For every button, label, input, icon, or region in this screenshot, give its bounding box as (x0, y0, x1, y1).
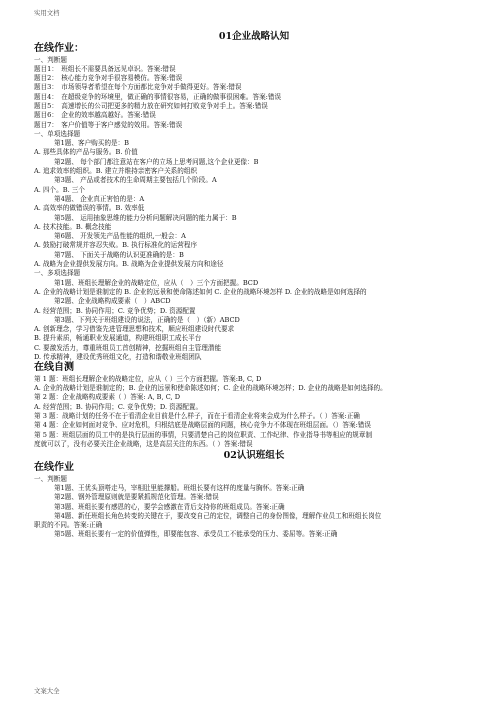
question-line: 第7题、 下面关于战略的认识更准确的是：B (54, 250, 184, 259)
question-line: 第6题、 开发领先产品性能的组织,一般会：A (54, 232, 186, 241)
text-line: 第 2 题：企业战略构成要素（ ）答案: A, B, C, D (34, 393, 180, 402)
text-line: A. 企业的战略计划是谁制定的；B. 企业的远景和使命陈述如何；C. 企业的战略环境怎样；D. 企业的战略是如何选择的。 (34, 384, 387, 393)
question-line: 第2题、钢外管理原则就是要紧抓规范化管理。答案:错误 (54, 493, 219, 502)
question-line: 第1题、客户购买的是：B (54, 139, 129, 148)
question-line: 第3题、班组长要有感恩的心，要学会感激在背后支持你的班组成员。答案:正确 (54, 502, 285, 511)
chapter-title: 02认识班组长 (223, 450, 285, 462)
text-line: A. 经营范围；B. 协同作用；C. 竞争优势；D. 资源配置 (34, 306, 196, 315)
text-line: 一、判断题 (34, 474, 67, 483)
text-line: 题目2： 核心能力竞争对手很容易模仿。答案:错误 (34, 74, 183, 83)
text-line: A. 经营范围；B. 协同作用；C. 竞争优势；D. 资源配置。 (34, 402, 203, 411)
text-line: 题目5： 高速增长的公司把更多的精力放在研究如何打败竞争对手上。答案:错误 (34, 101, 268, 110)
question-line: 第1题、班组长理解企业的战略定位，应从（ ）三个方面把握。BCD (54, 278, 259, 287)
text-line: 一、单项选择题 (34, 129, 81, 138)
text-line: 题目7： 客户价值等于客户感觉的效用。答案:错误 (34, 120, 183, 129)
document-body (34, 30, 474, 540)
text-line: B. 提升素质，畅通职业发展通道，构建班组职工成长平台 (34, 334, 202, 343)
question-line: 第4题、新任班组长角色转变的关键在于，要改变自己的定位，调整自己的身份图像，理解作业员工和班组长岗位 (54, 511, 382, 520)
text-line: 第 5 题：班组层面的员工中的是执行层面的事情，只要清楚自己的岗位职责、工作纪律、作业指导书等相应的规章制 (34, 430, 373, 439)
question-line: 第2题、 每个部门都注意站在客户的立场上思考问题,这个企业更像：B (54, 157, 259, 166)
text-line: 一、多项选择题 (34, 269, 81, 278)
text-line: 第 1 题：班组长理解企业的战略定位，应从（ ）三个方面把握。答案:B, C, D (34, 374, 262, 383)
question-line: 第4题、 企业真正害怕的是：A (54, 194, 145, 203)
text-line: 第 4 题：企业如何面对竞争、应对危机，归根结底是战略层面的问题，核心竞争力不体现在班组层面。（）答案:错误 (34, 421, 371, 430)
text-line: 题目3： 市场领导者希望在每个方面都比竞争对手做得更好。答案:错误 (34, 83, 242, 92)
text-line: A. 四个。B. 三个 (34, 185, 85, 194)
text-line: C. 要激发活力，尊重班组员工首创精神，挖掘班组自主管理潜能 (34, 343, 222, 352)
text-line: A. 高效率的做错误的事情。B. 效率低 (34, 204, 145, 213)
question-line: 第1题、王优头顶嗒走马，宰相肚里能撑船。班组长要有这样的度量与胸怀。答案:正确 (54, 483, 305, 492)
text-line: 题目6： 企业的效率越高越好。答案:错误 (34, 111, 156, 120)
question-line: 第5题、班组长要有一定的价值弹性，即要能包容、承受员工不能承受的压力、委屈等。答案:正确 (54, 530, 338, 539)
question-line: 第3题、 产品或者技术的生命周期主要包括几个阶段。A (54, 176, 217, 185)
question-line: 第2题、企业战略构成要素（ ）ABCD (54, 297, 171, 306)
page-header: 实用文档 (34, 9, 60, 17)
text-line: A. 创新理念，学习借鉴先进管理思想和技术，顺应班组建设时代要求 (34, 325, 235, 334)
text-line: A. 战略为企业提供发展方向。B. 战略为企业提供发展方向和途径 (34, 260, 224, 269)
text-line: A. 鼓励打破常规并容忍失败。B. 执行标准化的运营程序 (34, 241, 198, 250)
question-line: 第5题、 运用抽象思维的能力分析问题解决问题的能力属于：B (54, 213, 237, 222)
text-line: 一、判断题 (34, 55, 67, 64)
text-line: 题目1： 班组长不需要具备远见卓识。答案:错误 (34, 64, 176, 73)
text-line: 题目4： 在超级竞争的环境里，做正确的事情很容易，正确的做事很困难。答案:错误 (34, 92, 282, 101)
text-line: 度就可以了，没有必要关注企业战略，这是高层关注的东西。（ ）答案:错误 (34, 439, 253, 448)
text-line: D. 传承精神，建设优秀班组文化，打造和谐敬业班组团队 (34, 353, 202, 361)
question-line: 第3题、下列关于班组建设的说法，正确的是（ ）（新）ABCD (54, 315, 240, 324)
text-line: A. 那些具体的产品与服务。B. 价值 (34, 148, 138, 157)
section-heading: 在线作业 (34, 462, 74, 474)
chapter-title: 01企业战略认知 (218, 31, 290, 42)
section-heading: 在线作业： (34, 43, 84, 54)
section-heading: 在线自测 (34, 362, 74, 374)
text-line: 第 3 题：战略计划的任务不在于看清企业目前是什么样子，而在于看清企业将来会成为什么样子。（ ）答案:正确 (34, 411, 360, 420)
page-footer: 文案大全 (34, 687, 60, 695)
text-line: A. 技术技能。B. 概念技能 (34, 222, 112, 231)
text-line: A. 企业的战略计划是谁制定的 B. 企业的远景和使命陈述如何 C. 企业的战略环境怎样 D. 企业的战略是如何选择的 (34, 287, 367, 296)
text-line: 职责的不同。答案:正确 (34, 521, 103, 530)
text-line: A. 追求效率的组织。B. 建立并维持亲密客户关系的组织 (34, 167, 198, 176)
